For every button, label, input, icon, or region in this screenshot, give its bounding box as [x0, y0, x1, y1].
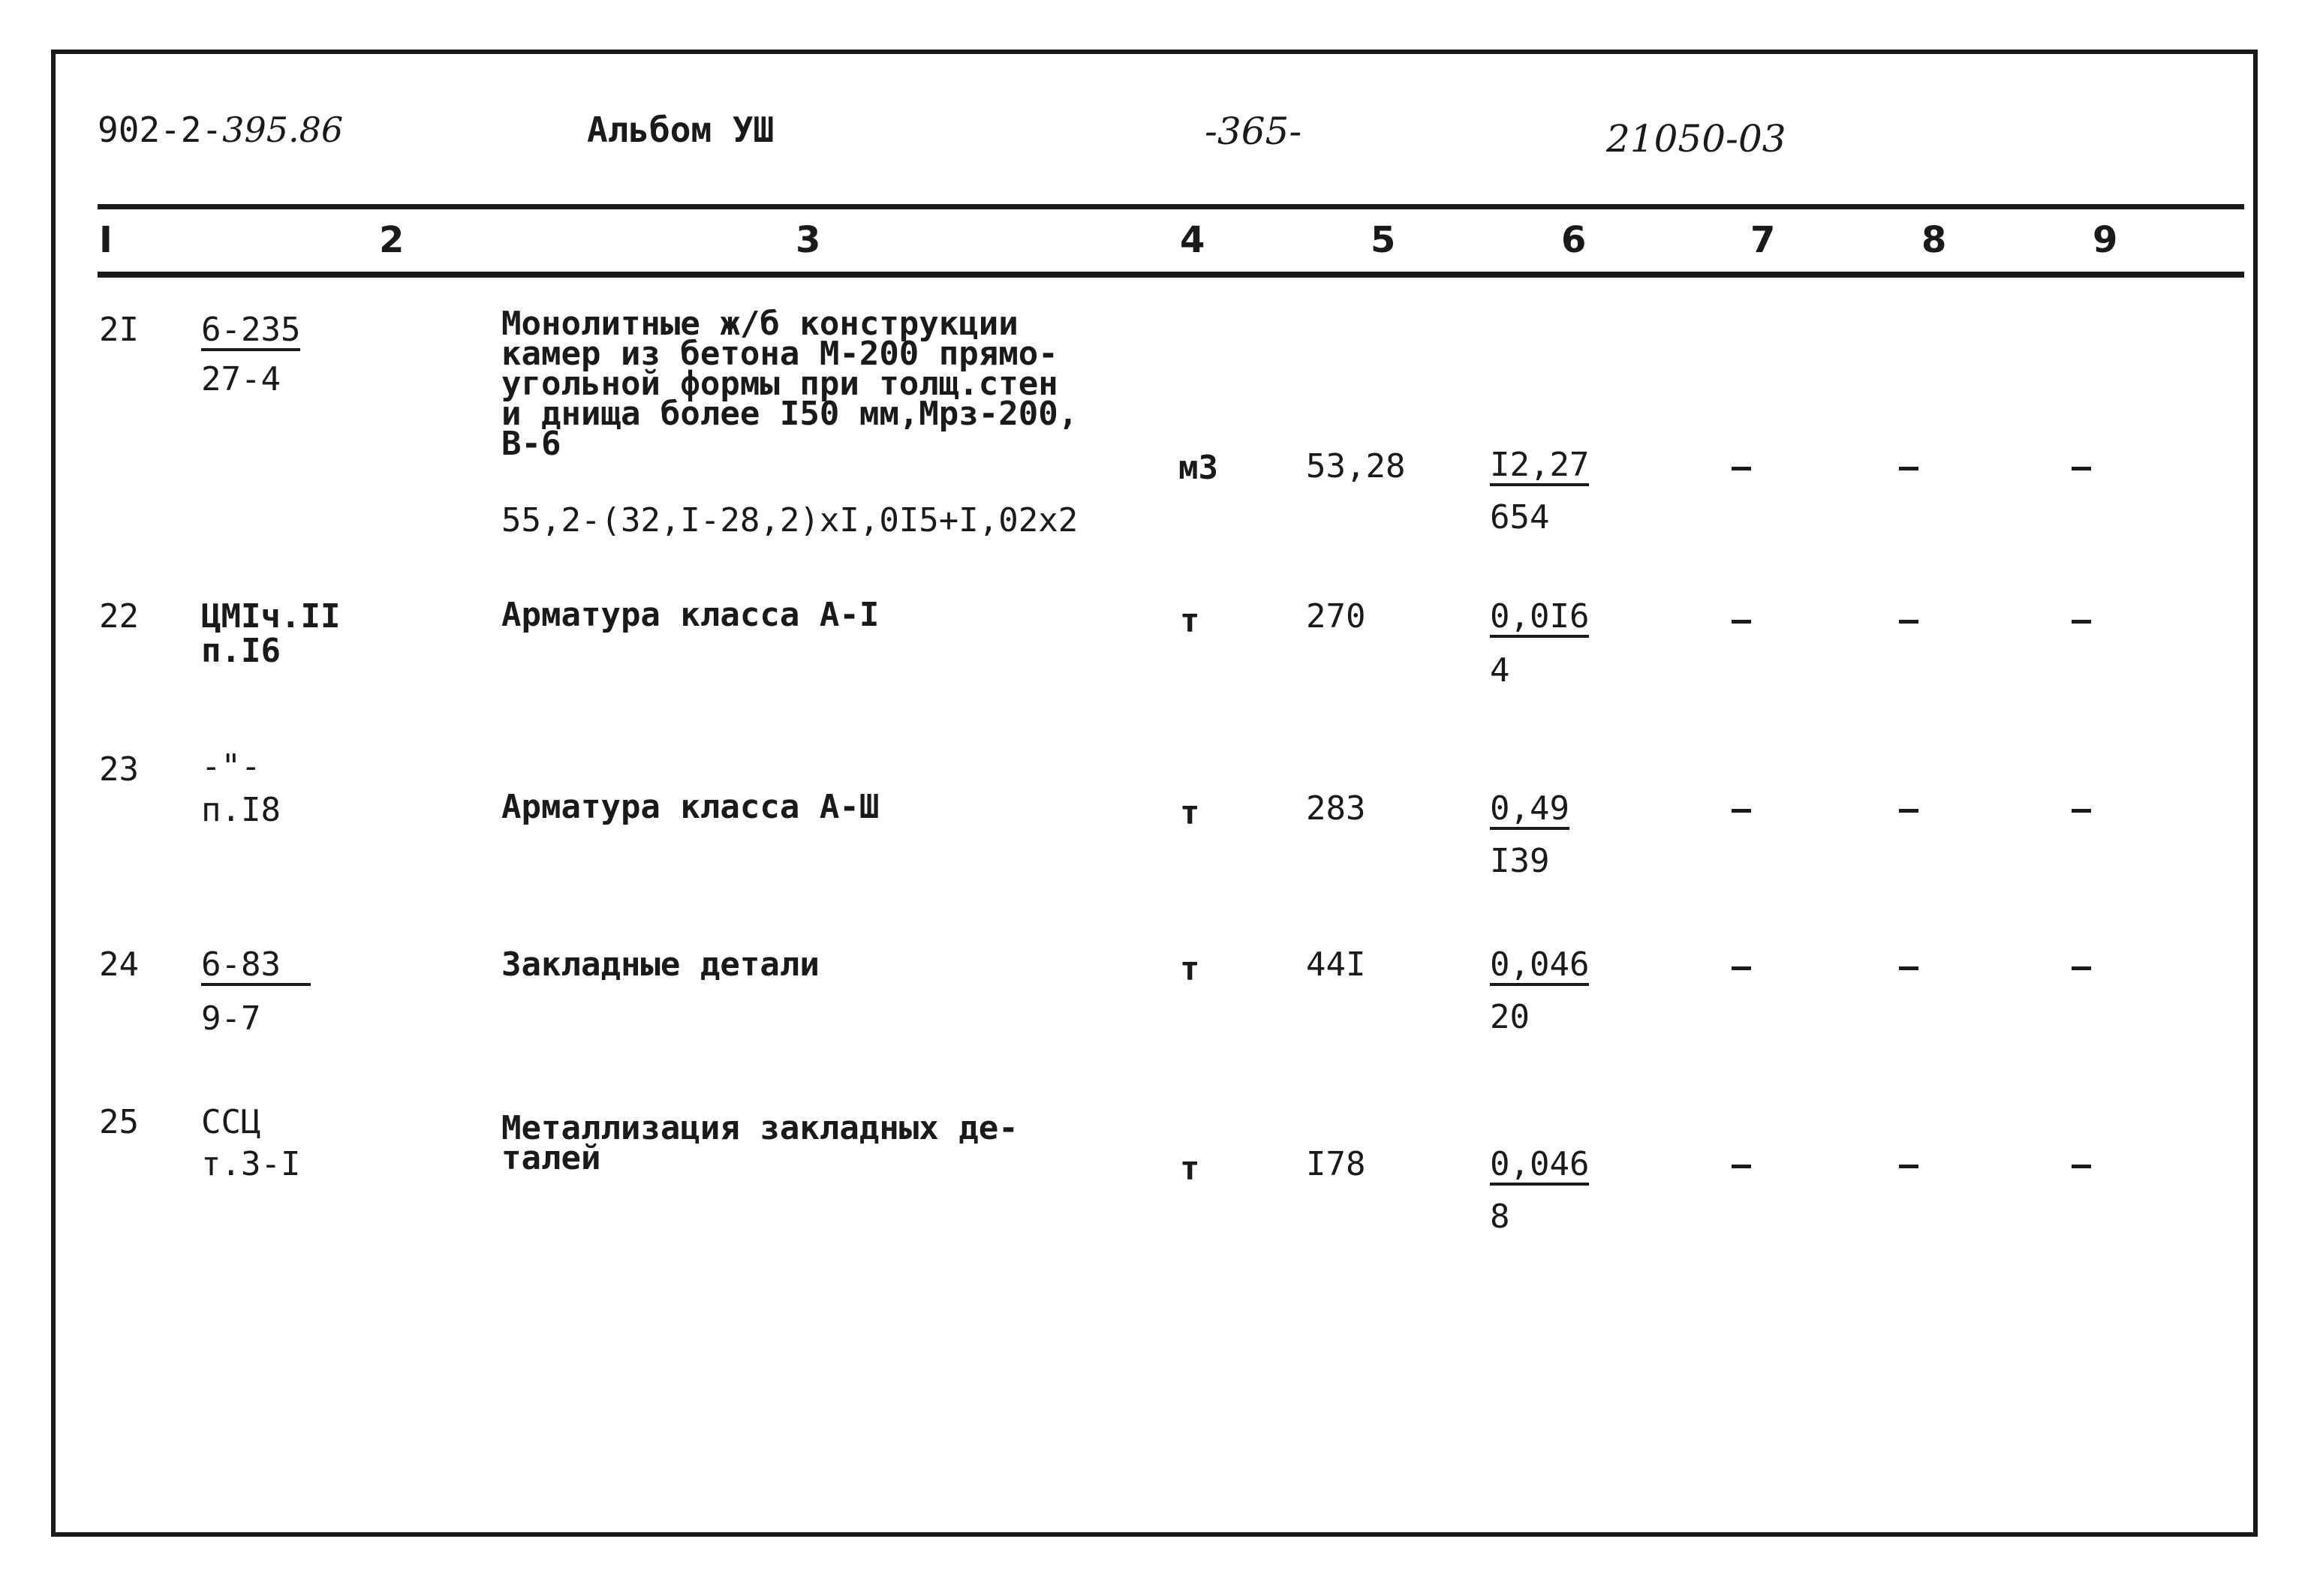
row-col7-dash [1732, 966, 1751, 970]
row-number: 22 [99, 597, 139, 636]
doc-code: 902-2-395.86 [98, 110, 344, 150]
row-price: 270 [1306, 597, 1366, 636]
col-num-9: 9 [2093, 219, 2118, 261]
row-total: 8 [1490, 1198, 1510, 1236]
row-total: 4 [1490, 651, 1510, 690]
row-calculation: 55,2-(32,I-28,2)xI,0I5+I,02x2 [501, 501, 1079, 540]
row-number: 23 [99, 750, 139, 789]
row-col8-dash [1899, 467, 1918, 470]
row-quantity: 0,046 [1490, 948, 1589, 986]
row-unit: т [1180, 1150, 1200, 1188]
row-description: Арматура класса А-I [501, 596, 880, 634]
row-col8-dash [1899, 966, 1918, 970]
row-ref-top: 6-235 [201, 314, 300, 351]
row-price: 44I [1306, 945, 1366, 984]
row-number: 25 [99, 1103, 139, 1141]
row-col9-dash [2072, 620, 2091, 624]
row-quantity: 0,046 [1490, 1148, 1589, 1186]
col-num-5: 5 [1371, 219, 1396, 261]
row-price: I78 [1306, 1145, 1366, 1183]
page-number: -365- [1205, 110, 1302, 153]
col-num-7: 7 [1750, 219, 1776, 261]
col-num-2: 2 [379, 219, 405, 261]
row-price: 283 [1306, 789, 1366, 828]
row-ref-bottom: п.I8 [201, 791, 281, 829]
row-unit: т [1180, 602, 1200, 640]
col-num-3: 3 [796, 219, 821, 261]
row-description: Закладные детали [501, 945, 820, 984]
row-ref-bottom: 27-4 [201, 360, 281, 398]
row-unit: т [1180, 950, 1200, 988]
row-ref-top: 6-83 [201, 948, 311, 986]
row-col7-dash [1732, 809, 1751, 813]
album-title: Альбом УШ [587, 110, 775, 150]
row-price: 53,28 [1306, 447, 1406, 485]
row-description: Арматура класса А-Ш [501, 788, 880, 826]
row-ref-top: -"- [201, 747, 261, 786]
row-number: 24 [99, 945, 139, 984]
row-quantity: 0,0I6 [1490, 600, 1589, 638]
header-rule-bottom [98, 272, 2244, 278]
col-num-1: I [99, 219, 113, 261]
row-quantity: 0,49 [1490, 792, 1569, 830]
header-rule-top [98, 204, 2244, 209]
row-col9-dash [2072, 966, 2091, 970]
doc-code-handwritten: 395.86 [222, 110, 344, 150]
row-col7-dash [1732, 1165, 1751, 1168]
row-col7-dash [1732, 467, 1751, 470]
row-ref-bottom: 9-7 [201, 999, 261, 1038]
row-total: 20 [1490, 998, 1530, 1036]
row-ref-top: ЦМIч.II [201, 597, 341, 636]
row-total: 654 [1490, 498, 1550, 537]
col-num-6: 6 [1561, 219, 1587, 261]
row-number: 2I [99, 311, 139, 349]
row-col8-dash [1899, 620, 1918, 624]
row-col9-dash [2072, 467, 2091, 470]
row-ref-top: ССЦ [201, 1103, 261, 1141]
row-total: I39 [1490, 842, 1550, 880]
project-number: 21050-03 [1606, 117, 1786, 161]
col-num-4: 4 [1180, 219, 1205, 261]
row-unit: м3 [1178, 449, 1218, 487]
row-ref-bottom: т.3-I [201, 1145, 301, 1183]
row-col9-dash [2072, 809, 2091, 813]
col-num-8: 8 [1921, 219, 1947, 261]
row-ref-bottom: п.I6 [201, 632, 281, 670]
row-description: Металлизация закладных де- талей [501, 1109, 1019, 1177]
row-quantity: I2,27 [1490, 449, 1589, 486]
row-col9-dash [2072, 1165, 2091, 1168]
row-unit: т [1180, 794, 1200, 832]
row-col7-dash [1732, 620, 1751, 624]
row-description: Монолитные ж/б конструкции камер из бетона М-200 прямо- угольной формы при толщ.стен и днища более I50 мм,Мрз-200, В-6 [501, 305, 1079, 463]
row-col8-dash [1899, 809, 1918, 813]
row-col8-dash [1899, 1165, 1918, 1168]
